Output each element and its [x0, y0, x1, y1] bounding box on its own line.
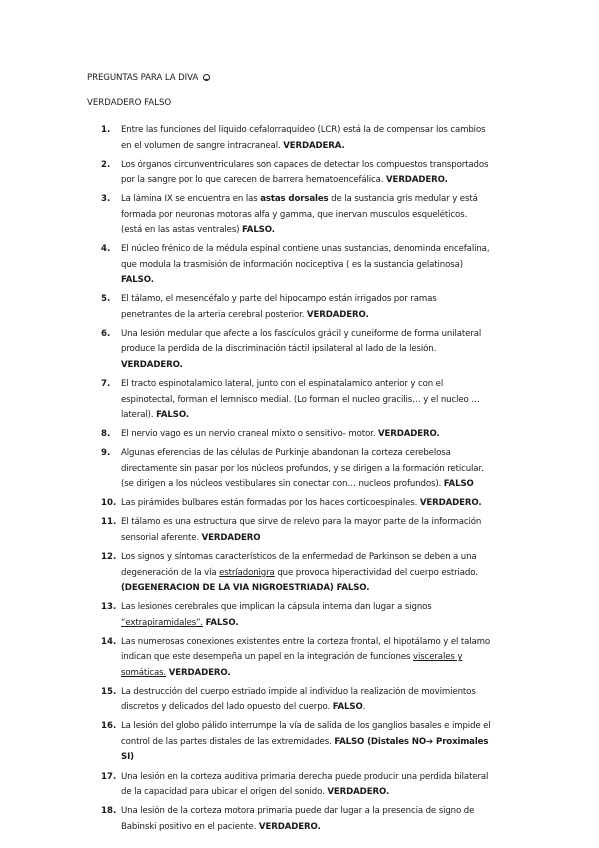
question-text-line [121, 550, 526, 566]
answer-text: VERDADERO. [377, 429, 440, 440]
question-number: 9. [101, 448, 111, 459]
question-text: espinotectal, forman el lemnisco medial. (Lo forman el nucleo gracilis… y el nucleo … [121, 394, 480, 405]
question-text: penetrantes de la arteria cerebral posterior. [121, 309, 307, 320]
question-text-line [121, 139, 526, 155]
question-text-line [121, 531, 526, 547]
underlined-text: somáticas. [121, 667, 167, 678]
question-text-line [121, 785, 526, 801]
question-text: que modula la trasmisión de información nociceptiva ( es la sustancia gelatinosa) [121, 259, 464, 270]
question-number: 5. [101, 294, 111, 305]
question-text-line [121, 173, 526, 189]
question-item [101, 292, 526, 323]
question-text-line [121, 327, 526, 343]
question-number: 10. [101, 498, 117, 509]
question-text-line [121, 427, 526, 443]
question-item [101, 804, 526, 835]
question-text-line [121, 650, 526, 666]
answer-text: FALSO (Distales NO➔ Proximales [334, 736, 489, 747]
question-number: 4. [101, 244, 111, 255]
question-number: 1. [101, 125, 111, 135]
question-item [101, 685, 526, 716]
question-text: Una lesión en la corteza auditiva primaria derecha puede producir una perdida bilateral [121, 771, 489, 782]
question-text: Las lesiones cerebrales que implican la cápsula interna dan lugar a signos [121, 602, 432, 613]
question-number: 14. [101, 636, 117, 647]
question-text-line [121, 566, 526, 582]
question-text-line [121, 292, 526, 308]
question-number: 13. [101, 602, 117, 613]
question-text-line [121, 477, 526, 493]
question-item [101, 635, 526, 682]
answer-text: VERDADERO [201, 532, 261, 543]
question-text-line [121, 208, 526, 224]
answer-text: FALSO. [121, 275, 154, 286]
question-text: degeneración de la vía [121, 567, 220, 578]
question-item [101, 446, 526, 493]
question-text-line [121, 635, 526, 651]
answer-text: VERDADERO. [419, 498, 482, 509]
question-text-line [121, 273, 526, 289]
question-text-line [121, 750, 526, 766]
underlined-text: viscerales y [413, 652, 463, 663]
answer-text: (DEGENERACION DE LA VIA NIGROESTRIADA) FALSO. [121, 583, 370, 594]
question-text-line [121, 600, 526, 616]
question-text: sensorial aferente. [121, 532, 202, 543]
question-text: formada por neuronas motoras alfa y gamma, que inervan musculos esqueléticos. [121, 209, 468, 220]
question-number: 18. [101, 806, 117, 817]
question-item [101, 123, 526, 154]
question-text-line [121, 804, 526, 820]
question-item [101, 427, 526, 443]
answer-text: VERDADERO. [258, 821, 321, 832]
answer-text: FALSO [443, 479, 474, 490]
question-item [101, 770, 526, 801]
question-number: 2. [101, 159, 111, 170]
question-text-line [121, 515, 526, 531]
answer-text: SI) [121, 752, 134, 763]
answer-text: FALSO. [205, 617, 239, 628]
question-text-line [121, 377, 526, 393]
question-text: El tálamo es una estructura que sirve de relevo para la mayor parte de la información [121, 517, 482, 528]
question-text: El tálamo, el mesencéfalo y parte del hipocampo están irrigados por ramas [121, 294, 437, 305]
answer-text: FALSO. [242, 225, 275, 236]
question-text: La destrucción del cuerpo estriado impide al individuo la realización de movimientos [121, 686, 476, 697]
question-text: El tracto espinotalamico lateral, junto con el espinatalamico anterior y con el [121, 379, 444, 390]
question-text: Entre las funciones del liquido cefalorraquídeo (LCR) está la de compensar los cambios [121, 125, 486, 135]
question-text-line [121, 581, 526, 597]
document-title-line [87, 73, 210, 83]
question-text: El núcleo frénico de la médula espinal contiene unas sustancias, denominda encefalina, [121, 244, 490, 255]
question-item [101, 719, 526, 766]
answer-text: VERDADERA. [283, 140, 345, 151]
document-subtitle: VERDADERO FALSO [87, 98, 172, 108]
question-text-line [121, 258, 526, 274]
question-number: 12. [101, 552, 117, 563]
question-number: 7. [101, 379, 111, 390]
answer-text: VERDADERO. [306, 309, 369, 320]
question-item [101, 496, 526, 512]
answer-text: VERDADERO. [168, 667, 231, 678]
question-item [101, 327, 526, 374]
underlined-text: estríadonigra [219, 567, 275, 578]
question-number: 11. [101, 517, 117, 528]
question-item [101, 192, 526, 239]
document-title: PREGUNTAS PARA LA DIVA [87, 73, 199, 83]
question-text: Las pirámides bulbares están formadas por los haces corticoespinales. [121, 498, 420, 509]
question-text: . [362, 702, 366, 713]
question-text-line [121, 820, 526, 836]
question-text-line [121, 616, 526, 632]
question-text-line [121, 770, 526, 786]
question-text: que provoca hiperactividad del cuerpo estriado. [274, 567, 478, 578]
question-item [101, 515, 526, 546]
question-text: de la capacidad para ubicar el origen del sonido. [121, 787, 328, 797]
question-text: Los órganos circunventriculares son capaces de detectar los compuestos transportados [121, 159, 489, 170]
answer-text: VERDADERO. [121, 359, 183, 370]
question-text-line [121, 158, 526, 174]
question-number: 8. [101, 429, 111, 440]
question-text: discretos y delicados del lado opuesto del cuerpo. [121, 702, 333, 713]
question-number: 6. [101, 328, 111, 339]
question-text: (se dirigen a los núcleos vestibulares sin conectar con… nucleos profundos). [121, 479, 444, 490]
answer-text: FALSO. [156, 410, 189, 421]
question-text: indican que este desempeña un papel en la integración de funciones [121, 652, 414, 663]
question-text-line [121, 719, 526, 735]
question-text-line [121, 342, 526, 358]
question-text: Una lesión medular que afecte a los fascículos grácil y cuneiforme de forma unilateral [121, 328, 482, 339]
question-item [101, 600, 526, 631]
question-text-line [121, 242, 526, 258]
question-text-line [121, 462, 526, 478]
question-text: produce la perdida de la discriminación táctil ipsilateral al lado de la lesión. [121, 344, 437, 355]
question-text-line [121, 735, 526, 751]
answer-text: VERDADERO. [386, 175, 448, 186]
question-text: Algunas eferencias de las células de Purkinje abandonan la corteza cerebelosa [121, 448, 451, 459]
question-number: 15. [101, 686, 117, 697]
question-text: La lámina IX se encuentra en las [121, 194, 261, 205]
question-text: (está en las astas ventrales) [121, 225, 243, 236]
question-text-line [121, 192, 526, 208]
question-list [101, 123, 526, 839]
answer-text: VERDADERO. [327, 787, 390, 797]
question-text: directamente sin pasar por los núcleos profundos, y se dirigen a la formación reticular. [121, 463, 484, 474]
question-item [101, 158, 526, 189]
question-number: 3. [101, 194, 111, 205]
question-text: Los signos y síntomas característicos de la enfermedad de Parkinson se deben a una [121, 552, 477, 563]
question-text-line [121, 308, 526, 324]
question-text: La lesión del globo pálido interrumpe la vía de salida de los ganglios basales e impide el [121, 721, 491, 732]
question-item [101, 550, 526, 597]
answer-text: FALSO [332, 702, 363, 713]
question-text: Babinski positivo en el paciente. [121, 821, 259, 832]
question-text: de la sustancia gris medular y está [328, 194, 478, 205]
question-text-line [121, 393, 526, 409]
question-text-line [121, 666, 526, 682]
underlined-text: “extrapiramidales”. [121, 617, 204, 628]
question-text-line [121, 408, 526, 424]
question-text: control de las partes distales de las extremidades. [121, 736, 335, 747]
question-text: El nervio vago es un nervio craneal mixto o sensitivo- motor. [121, 429, 378, 440]
question-text: en el volumen de sangre intracraneal. [121, 140, 284, 151]
smiley-icon [203, 74, 210, 81]
question-text: Las numerosas conexiones existentes entre la corteza frontal, el hipotálamo y el talamo [121, 636, 491, 647]
question-text: lateral). [121, 410, 157, 421]
question-text-line [121, 123, 526, 139]
question-text: por la sangre por lo que carecen de barrera hematoencefálica. [121, 175, 387, 186]
question-item [101, 242, 526, 289]
question-item [101, 377, 526, 424]
question-text-line [121, 700, 526, 716]
question-text-line [121, 358, 526, 374]
question-text-line [121, 223, 526, 239]
question-text-line [121, 685, 526, 701]
answer-text: astas dorsales [260, 194, 329, 205]
question-text-line [121, 446, 526, 462]
question-number: 17. [101, 771, 117, 782]
question-number: 16. [101, 721, 117, 732]
question-text-line [121, 496, 526, 512]
question-text: Una lesión de la corteza motora primaria puede dar lugar a la presencia de signo de [121, 806, 475, 817]
